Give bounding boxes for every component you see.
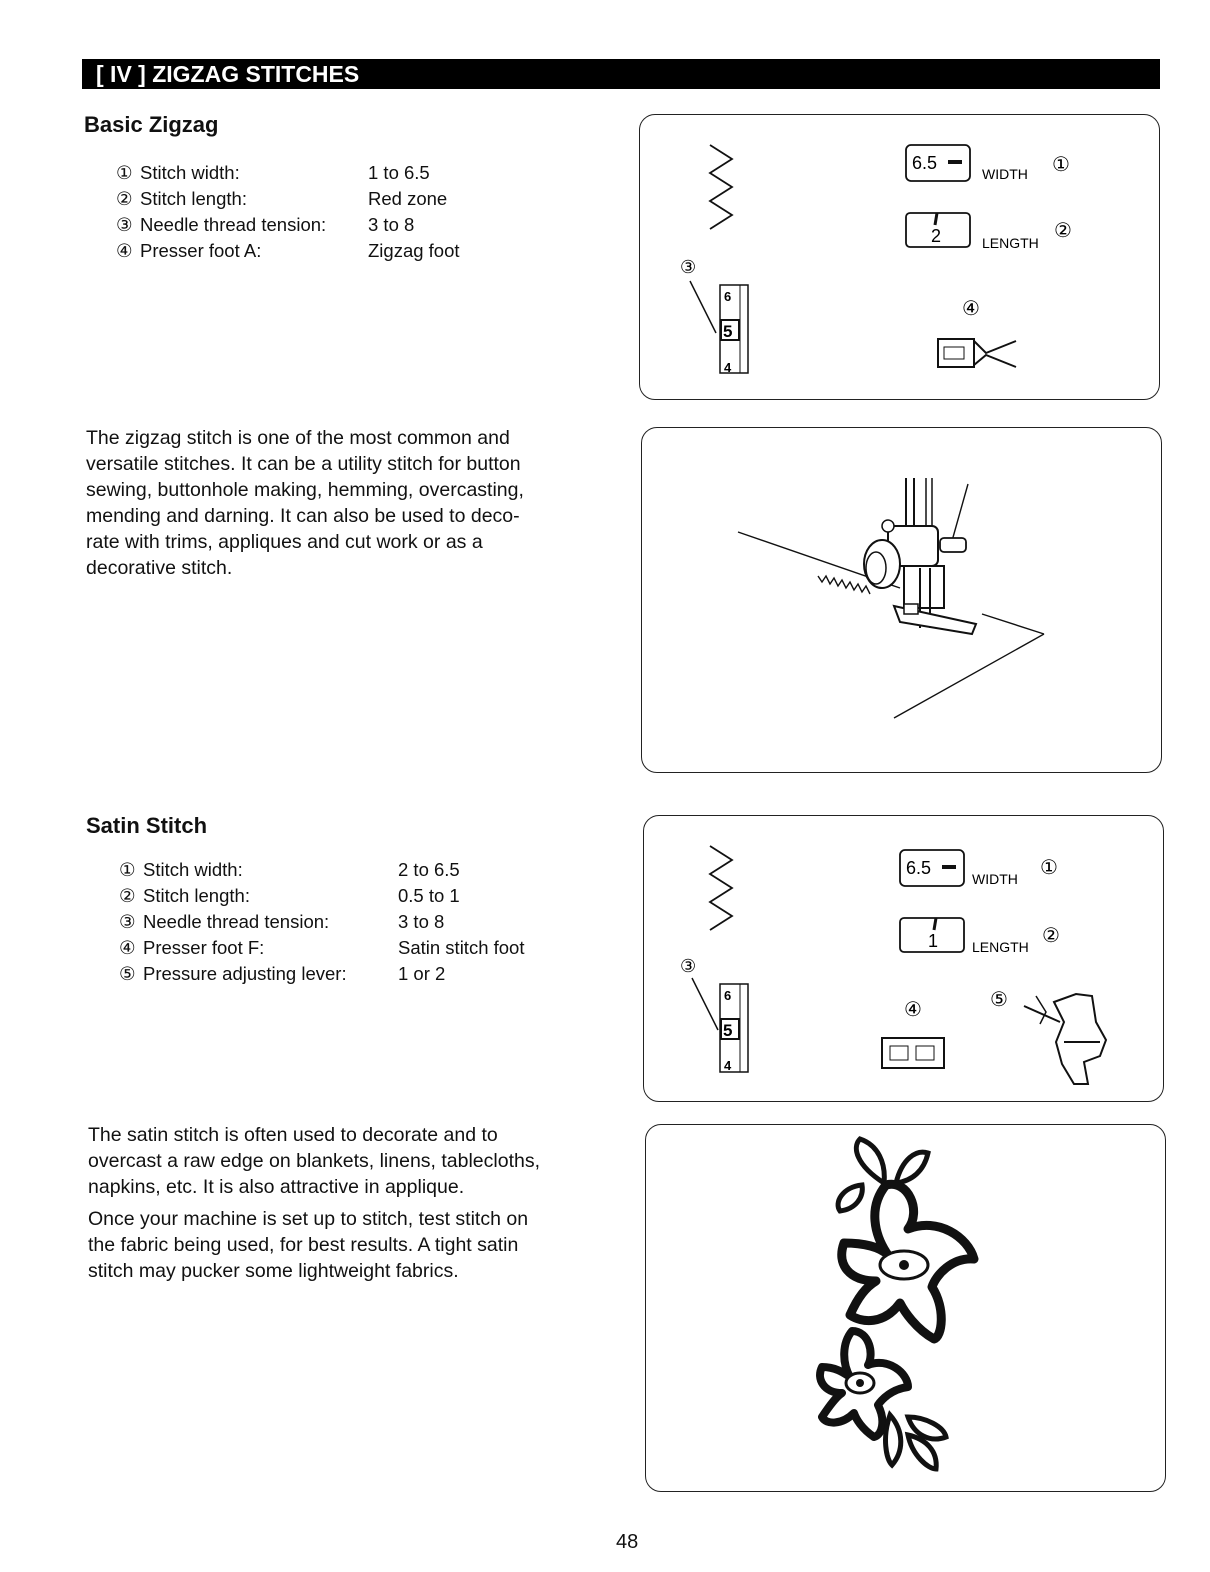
svg-text:LENGTH: LENGTH <box>972 939 1029 955</box>
pressure-lever-icon <box>1024 994 1106 1084</box>
spec-row: ③ Needle thread tension: 3 to 8 <box>116 214 415 235</box>
basic-zigzag-heading: Basic Zigzag <box>84 112 219 137</box>
spec-row: ⑤ Pressure adjusting lever: 1 or 2 <box>119 963 446 984</box>
page-number: 48 <box>616 1531 639 1553</box>
svg-text:③: ③ <box>680 956 697 976</box>
svg-text:6.5: 6.5 <box>906 858 932 878</box>
svg-text:①: ① <box>1040 857 1058 879</box>
svg-text:6.5: 6.5 <box>912 153 938 173</box>
spec-row: ③ Needle thread tension: 3 to 8 <box>119 911 445 932</box>
svg-text:WIDTH: WIDTH <box>972 871 1018 887</box>
zigzag-pattern-icon <box>710 145 732 229</box>
basic-specs-list <box>116 160 460 264</box>
spec-row: ② Stitch length: 0.5 to 1 <box>119 885 460 906</box>
satin-tip: Once your machine is set up to stitch, test stitch on the fabric being used, for best results. A tight satin stitch may pucker some lightweight fabrics. <box>88 1208 529 1282</box>
spec-row: ① Stitch width: 1 to 6.5 <box>116 162 430 183</box>
satin-foot-icon <box>882 1038 944 1068</box>
svg-text:⑤: ⑤ <box>990 989 1008 1011</box>
svg-text:④: ④ <box>962 298 980 320</box>
satin-specs-list <box>119 857 524 987</box>
satin-settings-svg <box>644 816 1163 1101</box>
svg-text:5: 5 <box>723 1021 733 1040</box>
spec-row: ④ Presser foot F: Satin stitch foot <box>119 937 525 958</box>
svg-text:①: ① <box>1052 154 1070 176</box>
svg-text:5: 5 <box>723 322 733 341</box>
satin-stitch-heading: Satin Stitch <box>86 813 208 838</box>
spec-row: ① Stitch width: 2 to 6.5 <box>119 859 460 880</box>
svg-text:LENGTH: LENGTH <box>982 235 1039 251</box>
section-banner: [ IV ] ZIGZAG STITCHES <box>82 59 1160 89</box>
svg-text:4: 4 <box>724 1058 732 1073</box>
zigzag-foot-icon <box>938 339 1016 367</box>
spec-row: ④ Presser foot A: Zigzag foot <box>116 240 460 261</box>
large-flower <box>842 1184 974 1339</box>
spec-row: ② Stitch length: Red zone <box>116 188 448 209</box>
basic-description: The zigzag stitch is one of the most common and versatile stitches. It can be a utility stitch for button sewing, buttonhole making, hemming, overcasting, mending and darning. It can also be used to deco- rate with trims, appliques and cut work or as a decorative stitch. <box>86 427 524 579</box>
basic-settings-svg <box>640 115 1159 399</box>
svg-text:6: 6 <box>724 289 732 304</box>
presser-foot-sewing-icon <box>642 428 1161 772</box>
svg-text:1: 1 <box>928 931 939 951</box>
svg-text:2: 2 <box>931 226 942 246</box>
svg-text:④: ④ <box>904 999 922 1021</box>
basic-settings-diagram <box>639 114 1160 400</box>
applique-flower-icon <box>646 1125 1165 1491</box>
svg-text:6: 6 <box>724 988 732 1003</box>
flower-illustration <box>645 1124 1166 1492</box>
svg-text:WIDTH: WIDTH <box>982 166 1028 182</box>
sewing-illustration <box>641 427 1162 773</box>
mark-3: ③ <box>680 257 697 277</box>
satin-settings-diagram <box>643 815 1164 1102</box>
svg-text:②: ② <box>1042 925 1060 947</box>
satin-pattern-icon <box>710 846 732 930</box>
satin-description: The satin stitch is often used to decorate and to overcast a raw edge on blankets, linens, tablecloths, napkins, etc. It is also attractive in applique. <box>88 1124 541 1198</box>
svg-text:②: ② <box>1054 220 1072 242</box>
svg-text:4: 4 <box>724 360 732 375</box>
